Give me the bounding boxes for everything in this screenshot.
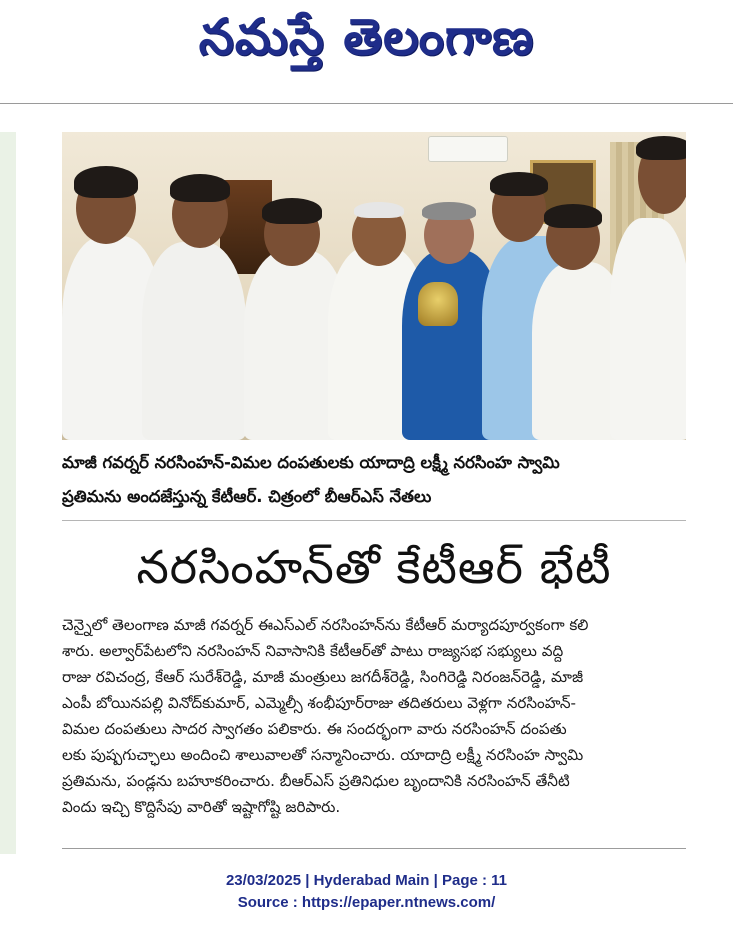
- footer-source-link[interactable]: Source : https://epaper.ntnews.com/: [237, 894, 496, 911]
- caption-line-1: మాజీ గవర్నర్ నరసింహన్-విమల దంపతులకు యాదాద్రి లక్ష్మీ నరసింహ స్వామి: [62, 453, 560, 472]
- masthead: [0, 0, 733, 104]
- body-line: విమల దంపతులు సాదర స్వాగతం పలికారు. ఈ సందర్భంగా వారు నరసింహన్ దంపతు: [62, 720, 567, 738]
- body-line: లకు పుష్పగుచ్ఛాలు అందించి శాలువాలతో సన్మానించారు. యాదాద్రి లక్ష్మీ నరసింహ స్వామి: [62, 746, 584, 764]
- photo-person-3-hair: [262, 198, 322, 224]
- photo-air-conditioner: [428, 136, 508, 162]
- photo-person-1-hair: [74, 166, 138, 198]
- photo-person-8: [610, 218, 686, 440]
- body-line: ఎంపీ బోయినపల్లి వినోద్‌కుమార్, ఎమ్మెల్సీ శంభీపూర్‌రాజు తదితరులు వెళ్లగా నరసింహన్-: [62, 694, 577, 712]
- body-line: ప్రతిమను, పండ్లను బహూకరించారు. బీఆర్ఎస్ ప్రతినిధుల బృందానికి నరసింహన్ తేనీటి: [62, 772, 570, 790]
- newspaper-logo: నమస్తే తెలంగాణ: [198, 8, 535, 66]
- body-line: విందు ఇచ్చి కొద్దిసేపు వారితో ఇష్టాగోష్టి జరిపారు.: [62, 798, 341, 816]
- body-line: చెన్నైలో తెలంగాణ మాజీ గవర్నర్ ఈఎస్ఎల్ నరసింహన్‌ను కేటీఆర్ మర్యాదపూర్వకంగా కలి: [62, 616, 589, 634]
- photo-caption: [62, 442, 686, 524]
- photo-idol-gift: [418, 282, 458, 326]
- article-photo: [62, 132, 686, 440]
- photo-person-4-hair: [354, 202, 404, 218]
- photo-person-2-hair: [170, 174, 230, 202]
- photo-person-2: [142, 242, 246, 440]
- article-headline: నరసింహన్‌తో కేటీఆర్ భేటీ: [136, 540, 612, 594]
- page-margin-strip: [0, 132, 16, 854]
- body-line: రాజు రవిచంద్ర, కేఆర్ సురేశ్‌రెడ్డి, మాజీ మంత్రులు జగదీశ్‌రెడ్డి, సింగిరెడ్డి నిరంజన్‌రెడ్డి, మాజీ: [62, 668, 584, 686]
- caption-divider: [62, 520, 686, 521]
- article-body: [62, 612, 682, 840]
- article-bottom-divider: [62, 848, 686, 849]
- masthead-divider: [0, 103, 733, 104]
- photo-person-7-hair: [544, 204, 602, 228]
- page-footer: [0, 870, 733, 914]
- photo-person-6-hair: [490, 172, 548, 196]
- photo-person-5-hair: [422, 202, 476, 220]
- caption-line-2: ప్రతిమను అందజేస్తున్న కేటీఆర్. చిత్రంలో బీఆర్ఎస్ నేతలు: [62, 487, 432, 506]
- body-line: శారు. అల్వార్‌పేటలోని నరసింహన్ నివాసానికి కేటీఆర్‌తో పాటు రాజ్యసభ సభ్యులు వద్ది: [62, 642, 564, 660]
- footer-edition-info: 23/03/2025 | Hyderabad Main | Page : 11: [225, 872, 508, 889]
- article-clipping: [16, 132, 704, 854]
- photo-person-8-hair: [636, 136, 686, 160]
